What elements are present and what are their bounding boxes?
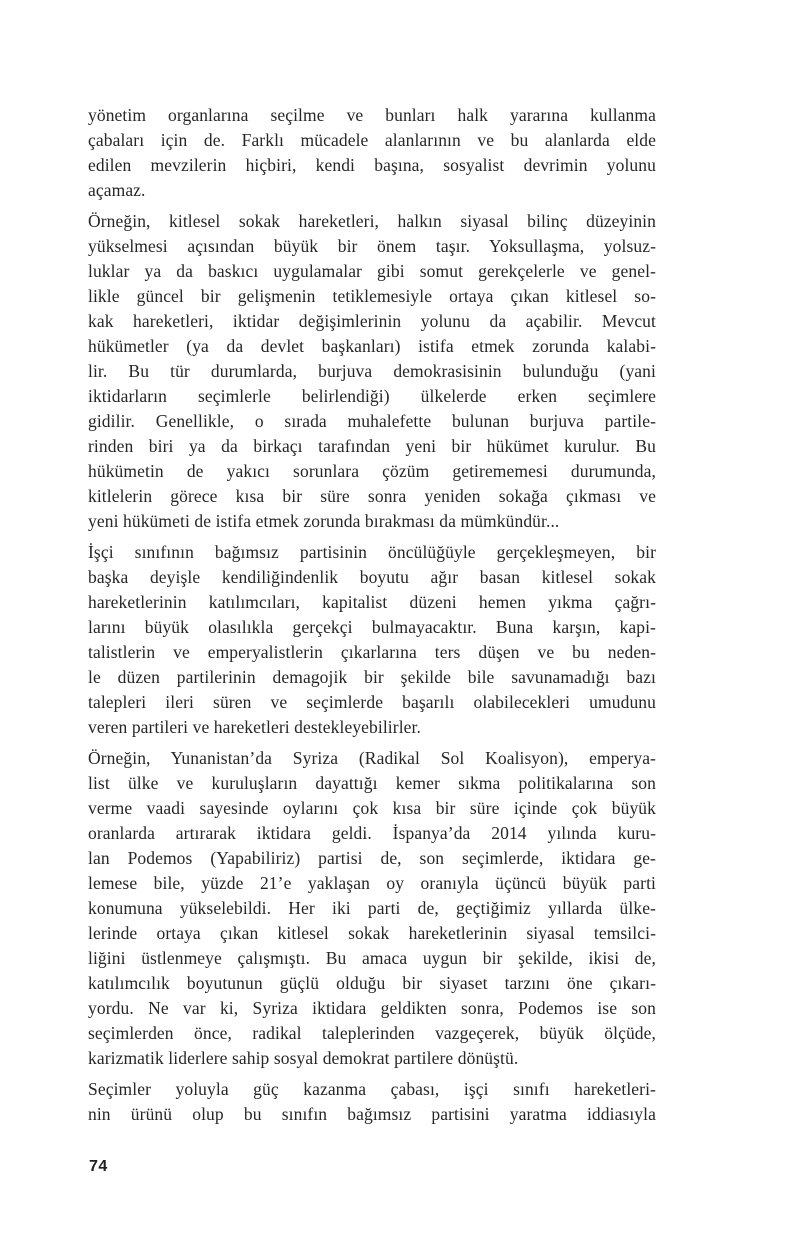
text-line: çabaları için de. Farklı mücadele alanlarının ve bu alanlarda elde bbox=[88, 130, 656, 150]
text-line: lemese bile, yüzde 21’e yaklaşan oy oranıyla üçüncü büyük parti bbox=[88, 873, 656, 893]
text-line: İşçi sınıfının bağımsız partisinin öncülüğüyle gerçekleşmeyen, bir bbox=[88, 542, 656, 562]
text-line: Seçimler yoluyla güç kazanma çabası, işçi sınıfı hareketleri- bbox=[88, 1079, 656, 1099]
text-line: verme vaadi sayesinde oylarını çok kısa bir süre içinde çok büyük bbox=[88, 798, 656, 818]
body-text bbox=[88, 103, 656, 1133]
text-line: hükümetin de yakıcı sorunlara çözüm getirememesi durumunda, bbox=[88, 461, 656, 481]
text-line: talepleri ileri süren ve seçimlerde başarılı olabilecekleri umudunu bbox=[88, 692, 656, 712]
paragraph bbox=[88, 746, 656, 1071]
page-number: 74 bbox=[89, 1158, 108, 1175]
text-line: yordu. Ne var ki, Syriza iktidara geldikten sonra, Podemos ise son bbox=[88, 998, 656, 1018]
paragraph bbox=[88, 1077, 656, 1127]
text-line: luklar ya da baskıcı uygulamalar gibi somut gerekçelerle ve genel- bbox=[88, 261, 656, 281]
text-line: karizmatik liderlere sahip sosyal demokrat partilere dönüştü. bbox=[88, 1048, 519, 1068]
paragraph bbox=[88, 209, 656, 534]
text-line: hareketlerinin katılımcıları, kapitalist düzeni hemen yıkma çağrı- bbox=[88, 592, 656, 612]
text-line: Örneğin, kitlesel sokak hareketleri, halkın siyasal bilinç düzeyinin bbox=[88, 211, 656, 231]
text-line: veren partileri ve hareketleri destekleyebilirler. bbox=[88, 717, 421, 737]
text-line: larını büyük olasılıkla gerçekçi bulmayacaktır. Buna karşın, kapi- bbox=[88, 617, 656, 637]
text-line: rinden biri ya da birkaçı tarafından yeni bir hükümet kurulur. Bu bbox=[88, 436, 656, 456]
text-line: açamaz. bbox=[88, 180, 146, 200]
text-line: lan Podemos (Yapabiliriz) partisi de, son seçimlerde, iktidara ge- bbox=[88, 848, 656, 868]
text-line: iktidarların seçimlerle belirlendiği) ülkelerde erken seçimlere bbox=[88, 386, 656, 406]
text-line: lerinde ortaya çıkan kitlesel sokak hareketlerinin siyasal temsilci- bbox=[88, 923, 656, 943]
text-line: Örneğin, Yunanistan’da Syriza (Radikal Sol Koalisyon), emperya- bbox=[88, 748, 656, 768]
text-line: liğini üstlenmeye çalışmıştı. Bu amaca uygun bir şekilde, ikisi de, bbox=[88, 948, 656, 968]
text-line: kitlelerin görece kısa bir süre sonra yeniden sokağa çıkması ve bbox=[88, 486, 656, 506]
text-line: yeni hükümeti de istifa etmek zorunda bırakması da mümkündür... bbox=[88, 511, 560, 531]
text-line: edilen mevzilerin hiçbiri, kendi başına, sosyalist devrimin yolunu bbox=[88, 155, 656, 175]
text-line: hükümetler (ya da devlet başkanları) istifa etmek zorunda kalabi- bbox=[88, 336, 656, 356]
text-line: konumuna yükselebildi. Her iki parti de, geçtiğimiz yıllarda ülke- bbox=[88, 898, 656, 918]
paragraph bbox=[88, 103, 656, 203]
text-line: seçimlerden önce, radikal taleplerinden vazgeçerek, büyük ölçüde, bbox=[88, 1023, 656, 1043]
text-line: oranlarda artırarak iktidara geldi. İspanya’da 2014 yılında kuru- bbox=[88, 823, 656, 843]
text-line: yönetim organlarına seçilme ve bunları halk yararına kullanma bbox=[88, 105, 656, 125]
text-line: lir. Bu tür durumlarda, burjuva demokrasisinin bulunduğu (yani bbox=[88, 361, 656, 381]
text-line: gidilir. Genellikle, o sırada muhalefette bulunan burjuva partile- bbox=[88, 411, 656, 431]
page-footer bbox=[89, 1158, 108, 1176]
text-line: yükselmesi açısından büyük bir önem taşır. Yoksullaşma, yolsuz- bbox=[88, 236, 656, 256]
text-line: nin ürünü olup bu sınıfın bağımsız partisini yaratma iddiasıyla bbox=[88, 1104, 656, 1124]
text-line: likle güncel bir gelişmenin tetiklemesiyle ortaya çıkan kitlesel so- bbox=[88, 286, 656, 306]
text-line: kak hareketleri, iktidar değişimlerinin yolunu da açabilir. Mevcut bbox=[88, 311, 656, 331]
text-line: katılımcılık boyutunun güçlü olduğu bir siyaset tarzını öne çıkarı- bbox=[88, 973, 656, 993]
text-line: başka deyişle kendiliğindenlik boyutu ağır basan kitlesel sokak bbox=[88, 567, 656, 587]
text-line: le düzen partilerinin demagojik bir şekilde bile savunamadığı bazı bbox=[88, 667, 656, 687]
paragraph bbox=[88, 540, 656, 740]
text-line: list ülke ve kuruluşların dayattığı kemer sıkma politikalarına son bbox=[88, 773, 656, 793]
text-line: talistlerin ve emperyalistlerin çıkarlarına ters düşen ve bu neden- bbox=[88, 642, 656, 662]
